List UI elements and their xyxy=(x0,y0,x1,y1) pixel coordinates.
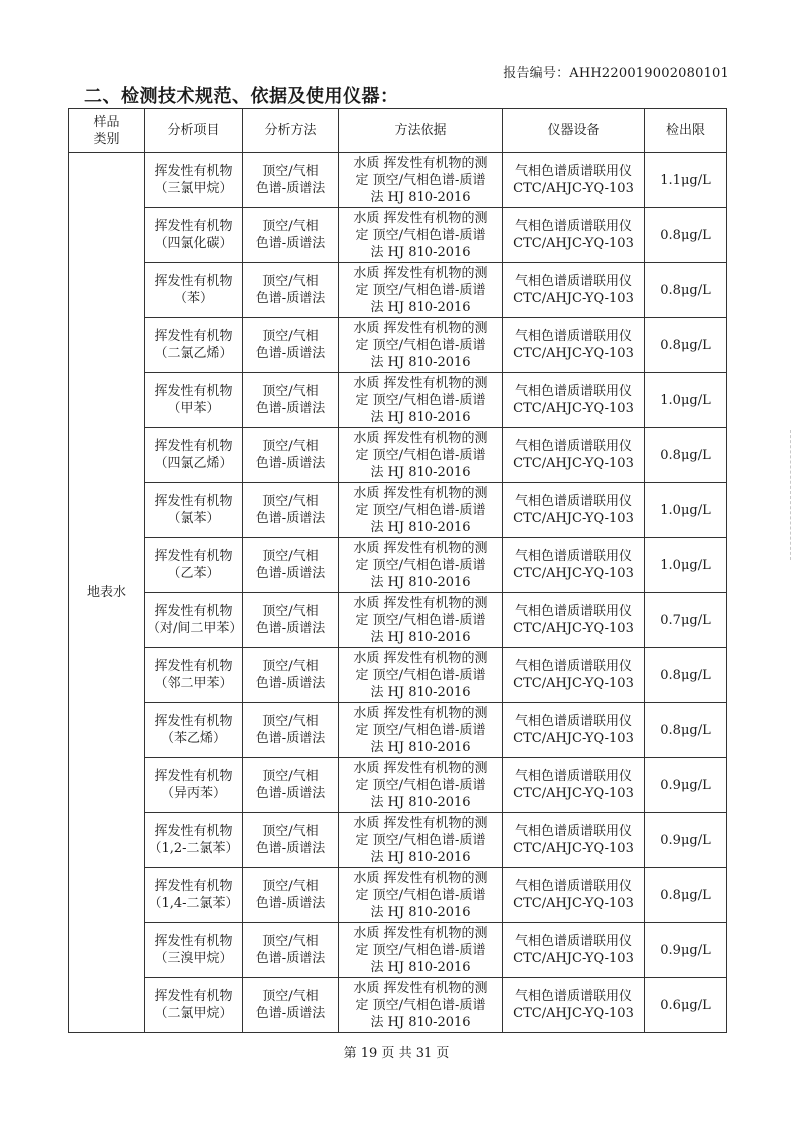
basis-line: 水质 挥发性有机物的测 xyxy=(353,980,488,996)
item-compound: （三溴甲烷） xyxy=(154,951,233,966)
basis-line: 水质 挥发性有机物的测 xyxy=(353,650,488,666)
limit-cell: 0.8μg/L xyxy=(645,208,727,263)
item-cell xyxy=(145,153,243,208)
instrument-cell xyxy=(503,978,645,1033)
item-compound: （1,2-二氯苯） xyxy=(148,841,239,856)
table-row xyxy=(69,758,727,813)
method-line: 色谱-质谱法 xyxy=(255,291,326,306)
method-cell xyxy=(243,648,339,703)
method-cell xyxy=(243,428,339,483)
method-line: 色谱-质谱法 xyxy=(255,676,326,691)
method-cell xyxy=(243,153,339,208)
basis-line: 法 HJ 810-2016 xyxy=(370,684,471,700)
instrument-id: CTC/AHJC-YQ-103 xyxy=(513,896,634,911)
method-cell xyxy=(243,208,339,263)
table-row xyxy=(69,703,727,758)
table-row xyxy=(69,373,727,428)
method-line: 顶空/气相 xyxy=(262,604,319,619)
item-name: 挥发性有机物 xyxy=(154,219,233,234)
method-line: 色谱-质谱法 xyxy=(255,511,326,526)
table-row xyxy=(69,318,727,373)
basis-line: 法 HJ 810-2016 xyxy=(370,244,471,260)
basis-line: 水质 挥发性有机物的测 xyxy=(353,485,488,501)
item-cell xyxy=(145,703,243,758)
table-body xyxy=(69,153,727,1033)
table-row xyxy=(69,538,727,593)
instrument-id: CTC/AHJC-YQ-103 xyxy=(513,676,634,691)
report-number: 报告编号：AHH220019002080101 xyxy=(503,66,729,81)
method-line: 顶空/气相 xyxy=(262,769,319,784)
item-cell xyxy=(145,263,243,318)
basis-line: 定 顶空/气相色谱-质谱 xyxy=(355,887,486,903)
instrument-id: CTC/AHJC-YQ-103 xyxy=(513,181,634,196)
item-name: 挥发性有机物 xyxy=(154,934,233,949)
limit-cell: 1.0μg/L xyxy=(645,538,727,593)
instrument-cell xyxy=(503,263,645,318)
item-cell xyxy=(145,373,243,428)
table-row xyxy=(69,153,727,208)
basis-line: 水质 挥发性有机物的测 xyxy=(353,760,488,776)
basis-line: 水质 挥发性有机物的测 xyxy=(353,815,488,831)
basis-line: 法 HJ 810-2016 xyxy=(370,354,471,370)
item-name: 挥发性有机物 xyxy=(154,659,233,674)
instrument-name: 气相色谱质谱联用仪 xyxy=(514,879,632,894)
method-line: 色谱-质谱法 xyxy=(255,346,326,361)
method-cell xyxy=(243,263,339,318)
basis-cell xyxy=(339,263,503,318)
instrument-name: 气相色谱质谱联用仪 xyxy=(514,714,632,729)
limit-cell: 0.7μg/L xyxy=(645,593,727,648)
basis-line: 定 顶空/气相色谱-质谱 xyxy=(355,172,486,188)
instrument-cell xyxy=(503,703,645,758)
item-compound: （氯苯） xyxy=(167,511,220,526)
basis-line: 定 顶空/气相色谱-质谱 xyxy=(355,282,486,298)
instrument-name: 气相色谱质谱联用仪 xyxy=(514,329,632,344)
instrument-name: 气相色谱质谱联用仪 xyxy=(514,274,632,289)
instrument-name: 气相色谱质谱联用仪 xyxy=(514,824,632,839)
instrument-cell xyxy=(503,428,645,483)
instrument-id: CTC/AHJC-YQ-103 xyxy=(513,456,634,471)
instrument-cell xyxy=(503,868,645,923)
item-name: 挥发性有机物 xyxy=(154,549,233,564)
limit-cell: 1.0μg/L xyxy=(645,373,727,428)
page-footer: 第 19 页 共 31 页 xyxy=(343,1046,450,1061)
basis-line: 法 HJ 810-2016 xyxy=(370,189,471,205)
item-name: 挥发性有机物 xyxy=(154,879,233,894)
item-cell xyxy=(145,978,243,1033)
method-line: 色谱-质谱法 xyxy=(255,896,326,911)
basis-line: 定 顶空/气相色谱-质谱 xyxy=(355,667,486,683)
basis-line: 法 HJ 810-2016 xyxy=(370,739,471,755)
basis-cell xyxy=(339,703,503,758)
basis-line: 法 HJ 810-2016 xyxy=(370,629,471,645)
table-row xyxy=(69,208,727,263)
table-row xyxy=(69,813,727,868)
table-header-row xyxy=(69,109,727,153)
instrument-id: CTC/AHJC-YQ-103 xyxy=(513,566,634,581)
item-cell xyxy=(145,483,243,538)
basis-line: 水质 挥发性有机物的测 xyxy=(353,265,488,281)
instrument-cell xyxy=(503,648,645,703)
method-line: 色谱-质谱法 xyxy=(255,731,326,746)
edge-marks xyxy=(784,430,791,560)
basis-line: 法 HJ 810-2016 xyxy=(370,794,471,810)
method-line: 顶空/气相 xyxy=(262,549,319,564)
basis-line: 定 顶空/气相色谱-质谱 xyxy=(355,722,486,738)
header-item: 分析项目 xyxy=(145,109,243,153)
instrument-cell xyxy=(503,813,645,868)
item-compound: （对/间二甲苯） xyxy=(147,621,243,636)
instrument-id: CTC/AHJC-YQ-103 xyxy=(513,841,634,856)
table-row xyxy=(69,868,727,923)
method-line: 色谱-质谱法 xyxy=(255,181,326,196)
method-line: 顶空/气相 xyxy=(262,274,319,289)
basis-line: 定 顶空/气相色谱-质谱 xyxy=(355,557,486,573)
basis-line: 法 HJ 810-2016 xyxy=(370,1014,471,1030)
instrument-name: 气相色谱质谱联用仪 xyxy=(514,604,632,619)
basis-line: 水质 挥发性有机物的测 xyxy=(353,375,488,391)
item-compound: （乙苯） xyxy=(167,566,220,581)
instrument-cell xyxy=(503,208,645,263)
basis-line: 水质 挥发性有机物的测 xyxy=(353,925,488,941)
limit-cell: 0.8μg/L xyxy=(645,868,727,923)
method-line: 色谱-质谱法 xyxy=(255,786,326,801)
basis-line: 定 顶空/气相色谱-质谱 xyxy=(355,337,486,353)
basis-line: 法 HJ 810-2016 xyxy=(370,959,471,975)
method-line: 顶空/气相 xyxy=(262,164,319,179)
method-line: 色谱-质谱法 xyxy=(255,566,326,581)
instrument-cell xyxy=(503,923,645,978)
instrument-name: 气相色谱质谱联用仪 xyxy=(514,494,632,509)
item-name: 挥发性有机物 xyxy=(154,384,233,399)
item-cell xyxy=(145,648,243,703)
method-line: 色谱-质谱法 xyxy=(255,841,326,856)
method-line: 顶空/气相 xyxy=(262,494,319,509)
basis-cell xyxy=(339,153,503,208)
method-line: 顶空/气相 xyxy=(262,219,319,234)
instrument-cell xyxy=(503,538,645,593)
table-row xyxy=(69,648,727,703)
item-name: 挥发性有机物 xyxy=(154,824,233,839)
instrument-id: CTC/AHJC-YQ-103 xyxy=(513,346,634,361)
instrument-id: CTC/AHJC-YQ-103 xyxy=(513,731,634,746)
instrument-name: 气相色谱质谱联用仪 xyxy=(514,439,632,454)
item-cell xyxy=(145,868,243,923)
item-compound: （1,4-二氯苯） xyxy=(148,896,239,911)
method-line: 顶空/气相 xyxy=(262,824,319,839)
item-compound: （三氯甲烷） xyxy=(154,181,233,196)
method-cell xyxy=(243,923,339,978)
method-cell xyxy=(243,373,339,428)
instrument-cell xyxy=(503,318,645,373)
item-name: 挥发性有机物 xyxy=(154,714,233,729)
item-compound: （苯乙烯） xyxy=(160,731,226,746)
item-cell xyxy=(145,538,243,593)
basis-cell xyxy=(339,483,503,538)
instrument-id: CTC/AHJC-YQ-103 xyxy=(513,401,634,416)
basis-cell xyxy=(339,758,503,813)
limit-cell: 0.9μg/L xyxy=(645,923,727,978)
limit-cell: 1.1μg/L xyxy=(645,153,727,208)
item-compound: （四氯化碳） xyxy=(154,236,233,251)
basis-cell xyxy=(339,868,503,923)
item-name: 挥发性有机物 xyxy=(154,989,233,1004)
instrument-name: 气相色谱质谱联用仪 xyxy=(514,659,632,674)
basis-cell xyxy=(339,978,503,1033)
instrument-id: CTC/AHJC-YQ-103 xyxy=(513,621,634,636)
method-cell xyxy=(243,703,339,758)
item-compound: （二氯乙烯） xyxy=(154,346,233,361)
instrument-name: 气相色谱质谱联用仪 xyxy=(514,549,632,564)
item-cell xyxy=(145,208,243,263)
method-cell xyxy=(243,538,339,593)
item-cell xyxy=(145,428,243,483)
instrument-cell xyxy=(503,758,645,813)
instrument-id: CTC/AHJC-YQ-103 xyxy=(513,511,634,526)
instrument-id: CTC/AHJC-YQ-103 xyxy=(513,786,634,801)
method-line: 顶空/气相 xyxy=(262,384,319,399)
item-name: 挥发性有机物 xyxy=(154,274,233,289)
item-name: 挥发性有机物 xyxy=(154,604,233,619)
basis-line: 法 HJ 810-2016 xyxy=(370,409,471,425)
item-compound: （邻二甲苯） xyxy=(154,676,233,691)
item-cell xyxy=(145,923,243,978)
basis-line: 法 HJ 810-2016 xyxy=(370,519,471,535)
instrument-id: CTC/AHJC-YQ-103 xyxy=(513,291,634,306)
basis-cell xyxy=(339,208,503,263)
basis-line: 定 顶空/气相色谱-质谱 xyxy=(355,777,486,793)
item-name: 挥发性有机物 xyxy=(154,769,233,784)
limit-cell: 0.8μg/L xyxy=(645,703,727,758)
method-cell xyxy=(243,593,339,648)
header-basis: 方法依据 xyxy=(339,109,503,153)
method-line: 顶空/气相 xyxy=(262,989,319,1004)
basis-line: 定 顶空/气相色谱-质谱 xyxy=(355,997,486,1013)
header-limit: 检出限 xyxy=(645,109,727,153)
instrument-name: 气相色谱质谱联用仪 xyxy=(514,989,632,1004)
limit-cell: 0.8μg/L xyxy=(645,648,727,703)
method-line: 色谱-质谱法 xyxy=(255,236,326,251)
item-cell xyxy=(145,593,243,648)
basis-line: 定 顶空/气相色谱-质谱 xyxy=(355,227,486,243)
table-row xyxy=(69,978,727,1033)
method-cell xyxy=(243,978,339,1033)
method-line: 顶空/气相 xyxy=(262,659,319,674)
basis-line: 水质 挥发性有机物的测 xyxy=(353,870,488,886)
method-cell xyxy=(243,318,339,373)
item-name: 挥发性有机物 xyxy=(154,439,233,454)
item-compound: （四氯乙烯） xyxy=(154,456,233,471)
basis-line: 水质 挥发性有机物的测 xyxy=(353,595,488,611)
basis-line: 法 HJ 810-2016 xyxy=(370,849,471,865)
item-compound: （甲苯） xyxy=(167,401,220,416)
basis-line: 定 顶空/气相色谱-质谱 xyxy=(355,612,486,628)
basis-line: 定 顶空/气相色谱-质谱 xyxy=(355,392,486,408)
header-sample-type: 样品类别 xyxy=(69,109,145,153)
item-compound: （二氯甲烷） xyxy=(154,1006,233,1021)
basis-cell xyxy=(339,428,503,483)
instrument-id: CTC/AHJC-YQ-103 xyxy=(513,236,634,251)
instrument-name: 气相色谱质谱联用仪 xyxy=(514,769,632,784)
method-line: 顶空/气相 xyxy=(262,714,319,729)
basis-cell xyxy=(339,648,503,703)
table-row xyxy=(69,923,727,978)
item-cell xyxy=(145,318,243,373)
instrument-cell xyxy=(503,593,645,648)
item-compound: （异丙苯） xyxy=(160,786,226,801)
basis-line: 定 顶空/气相色谱-质谱 xyxy=(355,832,486,848)
basis-line: 法 HJ 810-2016 xyxy=(370,299,471,315)
method-line: 顶空/气相 xyxy=(262,439,319,454)
basis-line: 水质 挥发性有机物的测 xyxy=(353,155,488,171)
item-name: 挥发性有机物 xyxy=(154,164,233,179)
table-row xyxy=(69,263,727,318)
method-cell xyxy=(243,868,339,923)
method-cell xyxy=(243,813,339,868)
basis-cell xyxy=(339,318,503,373)
instrument-name: 气相色谱质谱联用仪 xyxy=(514,219,632,234)
limit-cell: 1.0μg/L xyxy=(645,483,727,538)
item-cell xyxy=(145,813,243,868)
instrument-cell xyxy=(503,153,645,208)
methods-table xyxy=(68,108,727,1033)
instrument-cell xyxy=(503,373,645,428)
basis-line: 法 HJ 810-2016 xyxy=(370,904,471,920)
basis-cell xyxy=(339,593,503,648)
item-compound: （苯） xyxy=(173,291,213,306)
instrument-cell xyxy=(503,483,645,538)
basis-cell xyxy=(339,813,503,868)
limit-cell: 0.6μg/L xyxy=(645,978,727,1033)
instrument-name: 气相色谱质谱联用仪 xyxy=(514,164,632,179)
item-name: 挥发性有机物 xyxy=(154,329,233,344)
limit-cell: 0.8μg/L xyxy=(645,263,727,318)
basis-line: 水质 挥发性有机物的测 xyxy=(353,430,488,446)
method-line: 顶空/气相 xyxy=(262,934,319,949)
instrument-id: CTC/AHJC-YQ-103 xyxy=(513,1006,634,1021)
basis-line: 水质 挥发性有机物的测 xyxy=(353,705,488,721)
instrument-name: 气相色谱质谱联用仪 xyxy=(514,384,632,399)
table-row xyxy=(69,428,727,483)
method-line: 色谱-质谱法 xyxy=(255,1006,326,1021)
method-cell xyxy=(243,758,339,813)
method-line: 顶空/气相 xyxy=(262,879,319,894)
method-line: 顶空/气相 xyxy=(262,329,319,344)
limit-cell: 0.8μg/L xyxy=(645,318,727,373)
basis-line: 法 HJ 810-2016 xyxy=(370,574,471,590)
header-method: 分析方法 xyxy=(243,109,339,153)
instrument-id: CTC/AHJC-YQ-103 xyxy=(513,951,634,966)
item-name: 挥发性有机物 xyxy=(154,494,233,509)
basis-cell xyxy=(339,923,503,978)
table-row xyxy=(69,593,727,648)
basis-line: 定 顶空/气相色谱-质谱 xyxy=(355,502,486,518)
table-row xyxy=(69,483,727,538)
basis-line: 水质 挥发性有机物的测 xyxy=(353,320,488,336)
basis-line: 定 顶空/气相色谱-质谱 xyxy=(355,942,486,958)
instrument-name: 气相色谱质谱联用仪 xyxy=(514,934,632,949)
method-line: 色谱-质谱法 xyxy=(255,951,326,966)
method-line: 色谱-质谱法 xyxy=(255,401,326,416)
header-instrument: 仪器设备 xyxy=(503,109,645,153)
basis-line: 法 HJ 810-2016 xyxy=(370,464,471,480)
limit-cell: 0.9μg/L xyxy=(645,758,727,813)
sample-type-cell: 地表水 xyxy=(69,153,145,1033)
section-title: 二、检测技术规范、依据及使用仪器： xyxy=(84,86,399,107)
method-line: 色谱-质谱法 xyxy=(255,621,326,636)
method-cell xyxy=(243,483,339,538)
basis-line: 水质 挥发性有机物的测 xyxy=(353,540,488,556)
item-cell xyxy=(145,758,243,813)
basis-cell xyxy=(339,373,503,428)
basis-line: 水质 挥发性有机物的测 xyxy=(353,210,488,226)
limit-cell: 0.8μg/L xyxy=(645,428,727,483)
basis-line: 定 顶空/气相色谱-质谱 xyxy=(355,447,486,463)
method-line: 色谱-质谱法 xyxy=(255,456,326,471)
basis-cell xyxy=(339,538,503,593)
limit-cell: 0.9μg/L xyxy=(645,813,727,868)
